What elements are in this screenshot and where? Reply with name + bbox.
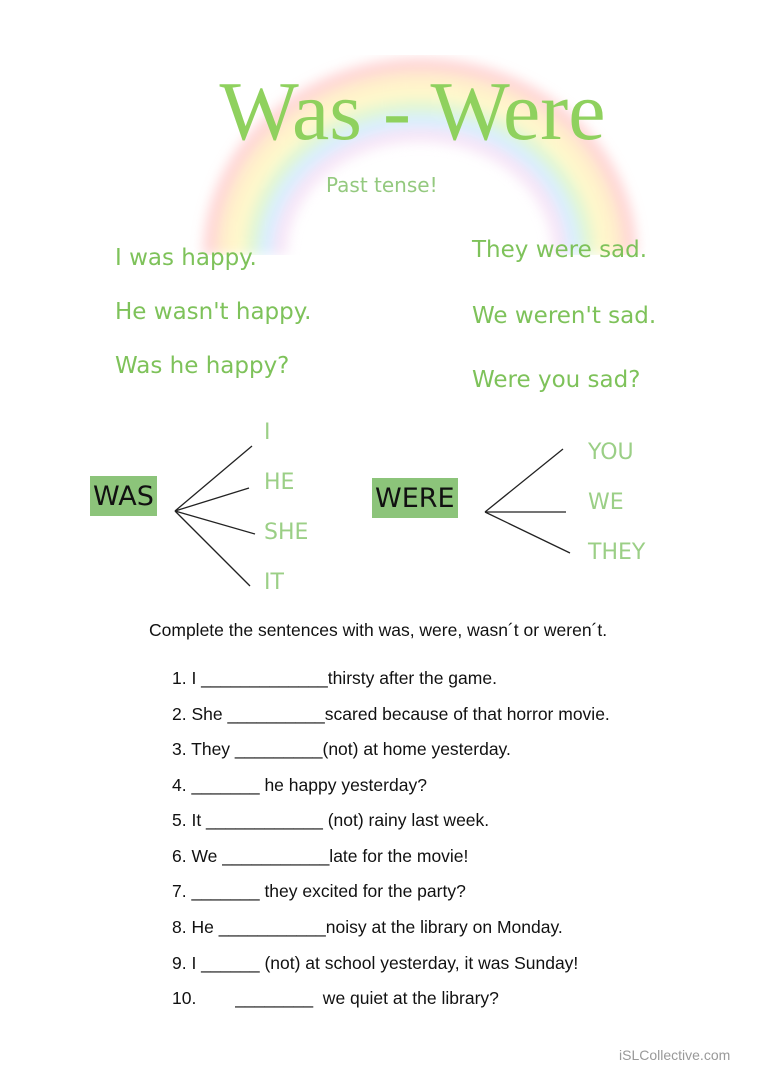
exercise-item: 4. _______ he happy yesterday?	[172, 775, 427, 795]
pronoun: SHE	[264, 520, 309, 545]
pronoun: YOU	[588, 440, 634, 465]
exercise-item: 2. She __________scared because of that horror movie.	[172, 704, 610, 724]
exercise-item: 5. It ____________ (not) rainy last week.	[172, 810, 490, 830]
exercise-item: 10. ________ we quiet at the library?	[172, 988, 499, 1008]
footer-watermark: iSLCollective.com	[619, 1047, 731, 1063]
example-sentence: Were you sad?	[472, 367, 641, 393]
were-label-box: WERE	[372, 478, 458, 518]
exercise-instructions: Complete the sentences with was, were, wasn´t or weren´t.	[149, 620, 608, 640]
pronoun: THEY	[588, 540, 646, 565]
pronoun: HE	[264, 470, 295, 495]
exercise-item: 7. _______ they excited for the party?	[172, 881, 466, 901]
exercise-item: 8. He ___________noisy at the library on Monday.	[172, 917, 563, 937]
pronoun: I	[264, 420, 271, 445]
exercise-item: 3. They _________(not) at home yesterday.	[172, 739, 511, 759]
pronoun: IT	[264, 570, 284, 595]
worksheet-title: Was - Were	[219, 65, 606, 158]
example-sentence: He wasn't happy.	[115, 299, 312, 325]
worksheet-subtitle: Past tense!	[326, 173, 438, 197]
example-sentence: We weren't sad.	[472, 303, 657, 329]
exercise-item: 1. I _____________thirsty after the game.	[172, 668, 497, 688]
example-sentence: I was happy.	[115, 245, 257, 271]
exercise-item: 6. We ___________late for the movie!	[172, 846, 469, 866]
was-label-box: WAS	[90, 476, 157, 516]
pronoun: WE	[588, 490, 624, 515]
example-sentence: They were sad.	[472, 237, 648, 263]
exercise-item: 9. I ______ (not) at school yesterday, it was Sunday!	[172, 953, 579, 973]
example-sentence: Was he happy?	[115, 353, 290, 379]
